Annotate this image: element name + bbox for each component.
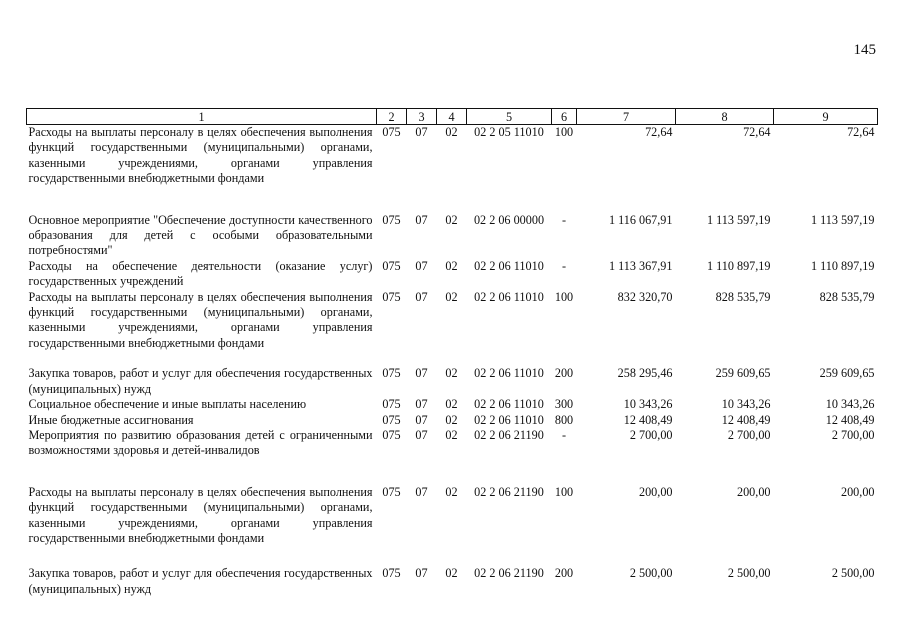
column-header: 4: [437, 109, 467, 125]
row-name: Закупка товаров, работ и услуг для обеспечения государственных (муниципальных) нужд: [28, 366, 373, 396]
cell-ministry: 075: [382, 289, 401, 304]
cell-subsection: 02: [445, 412, 458, 427]
cell-ministry: 075: [382, 258, 401, 273]
cell-amount-7: 10 343,26: [623, 397, 673, 412]
cell-ministry: 075: [382, 125, 401, 139]
row-name: Расходы на выплаты персоналу в целях обеспечения выполнения функций государственными (муниципальными) органами, казенными учреждениями, органами управления государственными внебюджетными фондами: [28, 125, 373, 186]
cell-expense-type: 200: [554, 566, 574, 581]
table-row: [27, 290, 878, 367]
column-header: 3: [407, 109, 437, 125]
column-header: 9: [774, 109, 878, 125]
row-name: Социальное обеспечение и иные выплаты населению: [28, 397, 307, 412]
cell-target-article: 02 2 06 21190: [474, 566, 544, 581]
cell-subsection: 02: [445, 484, 458, 499]
cell-amount-8: 10 343,26: [721, 397, 771, 412]
cell-section: 07: [415, 125, 428, 139]
cell-subsection: 02: [445, 366, 458, 381]
table-row: [27, 485, 878, 567]
cell-target-article: 02 2 06 11010: [474, 258, 544, 273]
cell-amount-9: 1 113 597,19: [810, 212, 875, 227]
cell-amount-7: 200,00: [638, 484, 673, 499]
cell-section: 07: [415, 258, 428, 273]
cell-section: 07: [415, 412, 428, 427]
cell-ministry: 075: [382, 366, 401, 381]
cell-amount-7: 2 700,00: [629, 427, 673, 442]
cell-amount-8: 12 408,49: [721, 412, 771, 427]
cell-amount-8: 200,00: [736, 484, 771, 499]
cell-target-article: 02 2 06 21190: [474, 484, 544, 499]
column-header: 5: [467, 109, 552, 125]
cell-section: 07: [415, 427, 428, 442]
cell-amount-9: 2 700,00: [831, 427, 875, 442]
cell-amount-9: 828 535,79: [819, 289, 875, 304]
cell-amount-9: 12 408,49: [825, 412, 875, 427]
cell-expense-type: 100: [554, 289, 574, 304]
column-header: 2: [377, 109, 407, 125]
table-row: [27, 366, 878, 397]
cell-amount-9: 1 110 897,19: [810, 258, 875, 273]
cell-section: 07: [415, 212, 428, 227]
table-row: [27, 125, 878, 213]
page-number: 145: [853, 42, 876, 58]
column-header: 6: [552, 109, 577, 125]
cell-amount-9: 200,00: [840, 484, 875, 499]
cell-amount-9: 259 609,65: [819, 366, 875, 381]
cell-amount-8: 72,64: [743, 125, 771, 139]
row-name: Расходы на выплаты персоналу в целях обеспечения выполнения функций государственными (муниципальными) органами, казенными учреждениями, органами управления государственными внебюджетными фондами: [28, 484, 373, 545]
cell-ministry: 075: [382, 412, 401, 427]
cell-expense-type: 300: [554, 397, 574, 412]
column-header: 7: [577, 109, 676, 125]
cell-amount-9: 2 500,00: [831, 566, 875, 581]
cell-subsection: 02: [445, 212, 458, 227]
cell-subsection: 02: [445, 427, 458, 442]
cell-target-article: 02 2 06 11010: [474, 397, 544, 412]
table-row: [27, 397, 878, 412]
table-row: [27, 413, 878, 428]
budget-table: [26, 108, 878, 597]
cell-amount-7: 258 295,46: [617, 366, 673, 381]
cell-amount-9: 10 343,26: [825, 397, 875, 412]
cell-amount-7: 2 500,00: [629, 566, 673, 581]
table-row: [27, 213, 878, 259]
cell-expense-type: 800: [554, 412, 574, 427]
cell-expense-type: 100: [554, 484, 574, 499]
cell-section: 07: [415, 366, 428, 381]
cell-amount-7: 832 320,70: [617, 289, 673, 304]
cell-target-article: 02 2 06 11010: [474, 366, 544, 381]
row-name: Расходы на обеспечение деятельности (оказание услуг) государственных учреждений: [28, 258, 373, 289]
cell-target-article: 02 2 06 11010: [474, 412, 544, 427]
cell-ministry: 075: [382, 427, 401, 442]
cell-expense-type: -: [561, 427, 567, 442]
table-row: [27, 428, 878, 485]
cell-section: 07: [415, 566, 428, 581]
cell-target-article: 02 2 06 11010: [474, 289, 544, 304]
cell-expense-type: 200: [554, 366, 574, 381]
cell-ministry: 075: [382, 397, 401, 412]
cell-amount-7: 1 116 067,91: [608, 212, 673, 227]
cell-subsection: 02: [445, 397, 458, 412]
cell-amount-8: 259 609,65: [715, 366, 771, 381]
cell-target-article: 02 2 06 00000: [473, 212, 545, 227]
cell-subsection: 02: [445, 566, 458, 581]
row-name: Основное мероприятие "Обеспечение доступности качественного образования для детей с особыми образовательными потребностями": [28, 212, 373, 258]
cell-subsection: 02: [445, 125, 458, 139]
cell-amount-8: 1 113 597,19: [706, 212, 771, 227]
cell-amount-9: 72,64: [847, 125, 875, 139]
cell-ministry: 075: [382, 212, 401, 227]
row-name: Мероприятия по развитию образования детей с ограниченными возможностями здоровья и детей-инвалидов: [28, 427, 373, 458]
cell-subsection: 02: [445, 289, 458, 304]
row-name: Закупка товаров, работ и услуг для обеспечения государственных (муниципальных) нужд: [28, 566, 373, 596]
cell-amount-8: 2 700,00: [727, 427, 771, 442]
cell-amount-7: 1 113 367,91: [608, 258, 673, 273]
cell-target-article: 02 2 06 21190: [474, 427, 544, 442]
column-header: 8: [676, 109, 774, 125]
cell-amount-7: 12 408,49: [623, 412, 673, 427]
row-name: Расходы на выплаты персоналу в целях обеспечения выполнения функций государственными (муниципальными) органами, казенными учреждениями, органами управления государственными внебюджетными фондами: [28, 289, 373, 350]
row-name: Иные бюджетные ассигнования: [28, 412, 194, 427]
cell-expense-type: -: [561, 212, 567, 227]
table-row: [27, 566, 878, 597]
cell-ministry: 075: [382, 484, 401, 499]
cell-expense-type: -: [561, 258, 567, 273]
cell-amount-8: 2 500,00: [727, 566, 771, 581]
cell-ministry: 075: [382, 566, 401, 581]
cell-expense-type: 100: [554, 125, 574, 139]
cell-amount-8: 828 535,79: [715, 289, 771, 304]
cell-target-article: 02 2 05 11010: [474, 125, 544, 139]
column-header: 1: [27, 109, 377, 125]
cell-section: 07: [415, 289, 428, 304]
cell-amount-7: 72,64: [645, 125, 673, 139]
cell-section: 07: [415, 397, 428, 412]
table-row: [27, 259, 878, 290]
cell-section: 07: [415, 484, 428, 499]
table-header-row: [27, 109, 878, 125]
cell-subsection: 02: [445, 258, 458, 273]
cell-amount-8: 1 110 897,19: [706, 258, 771, 273]
